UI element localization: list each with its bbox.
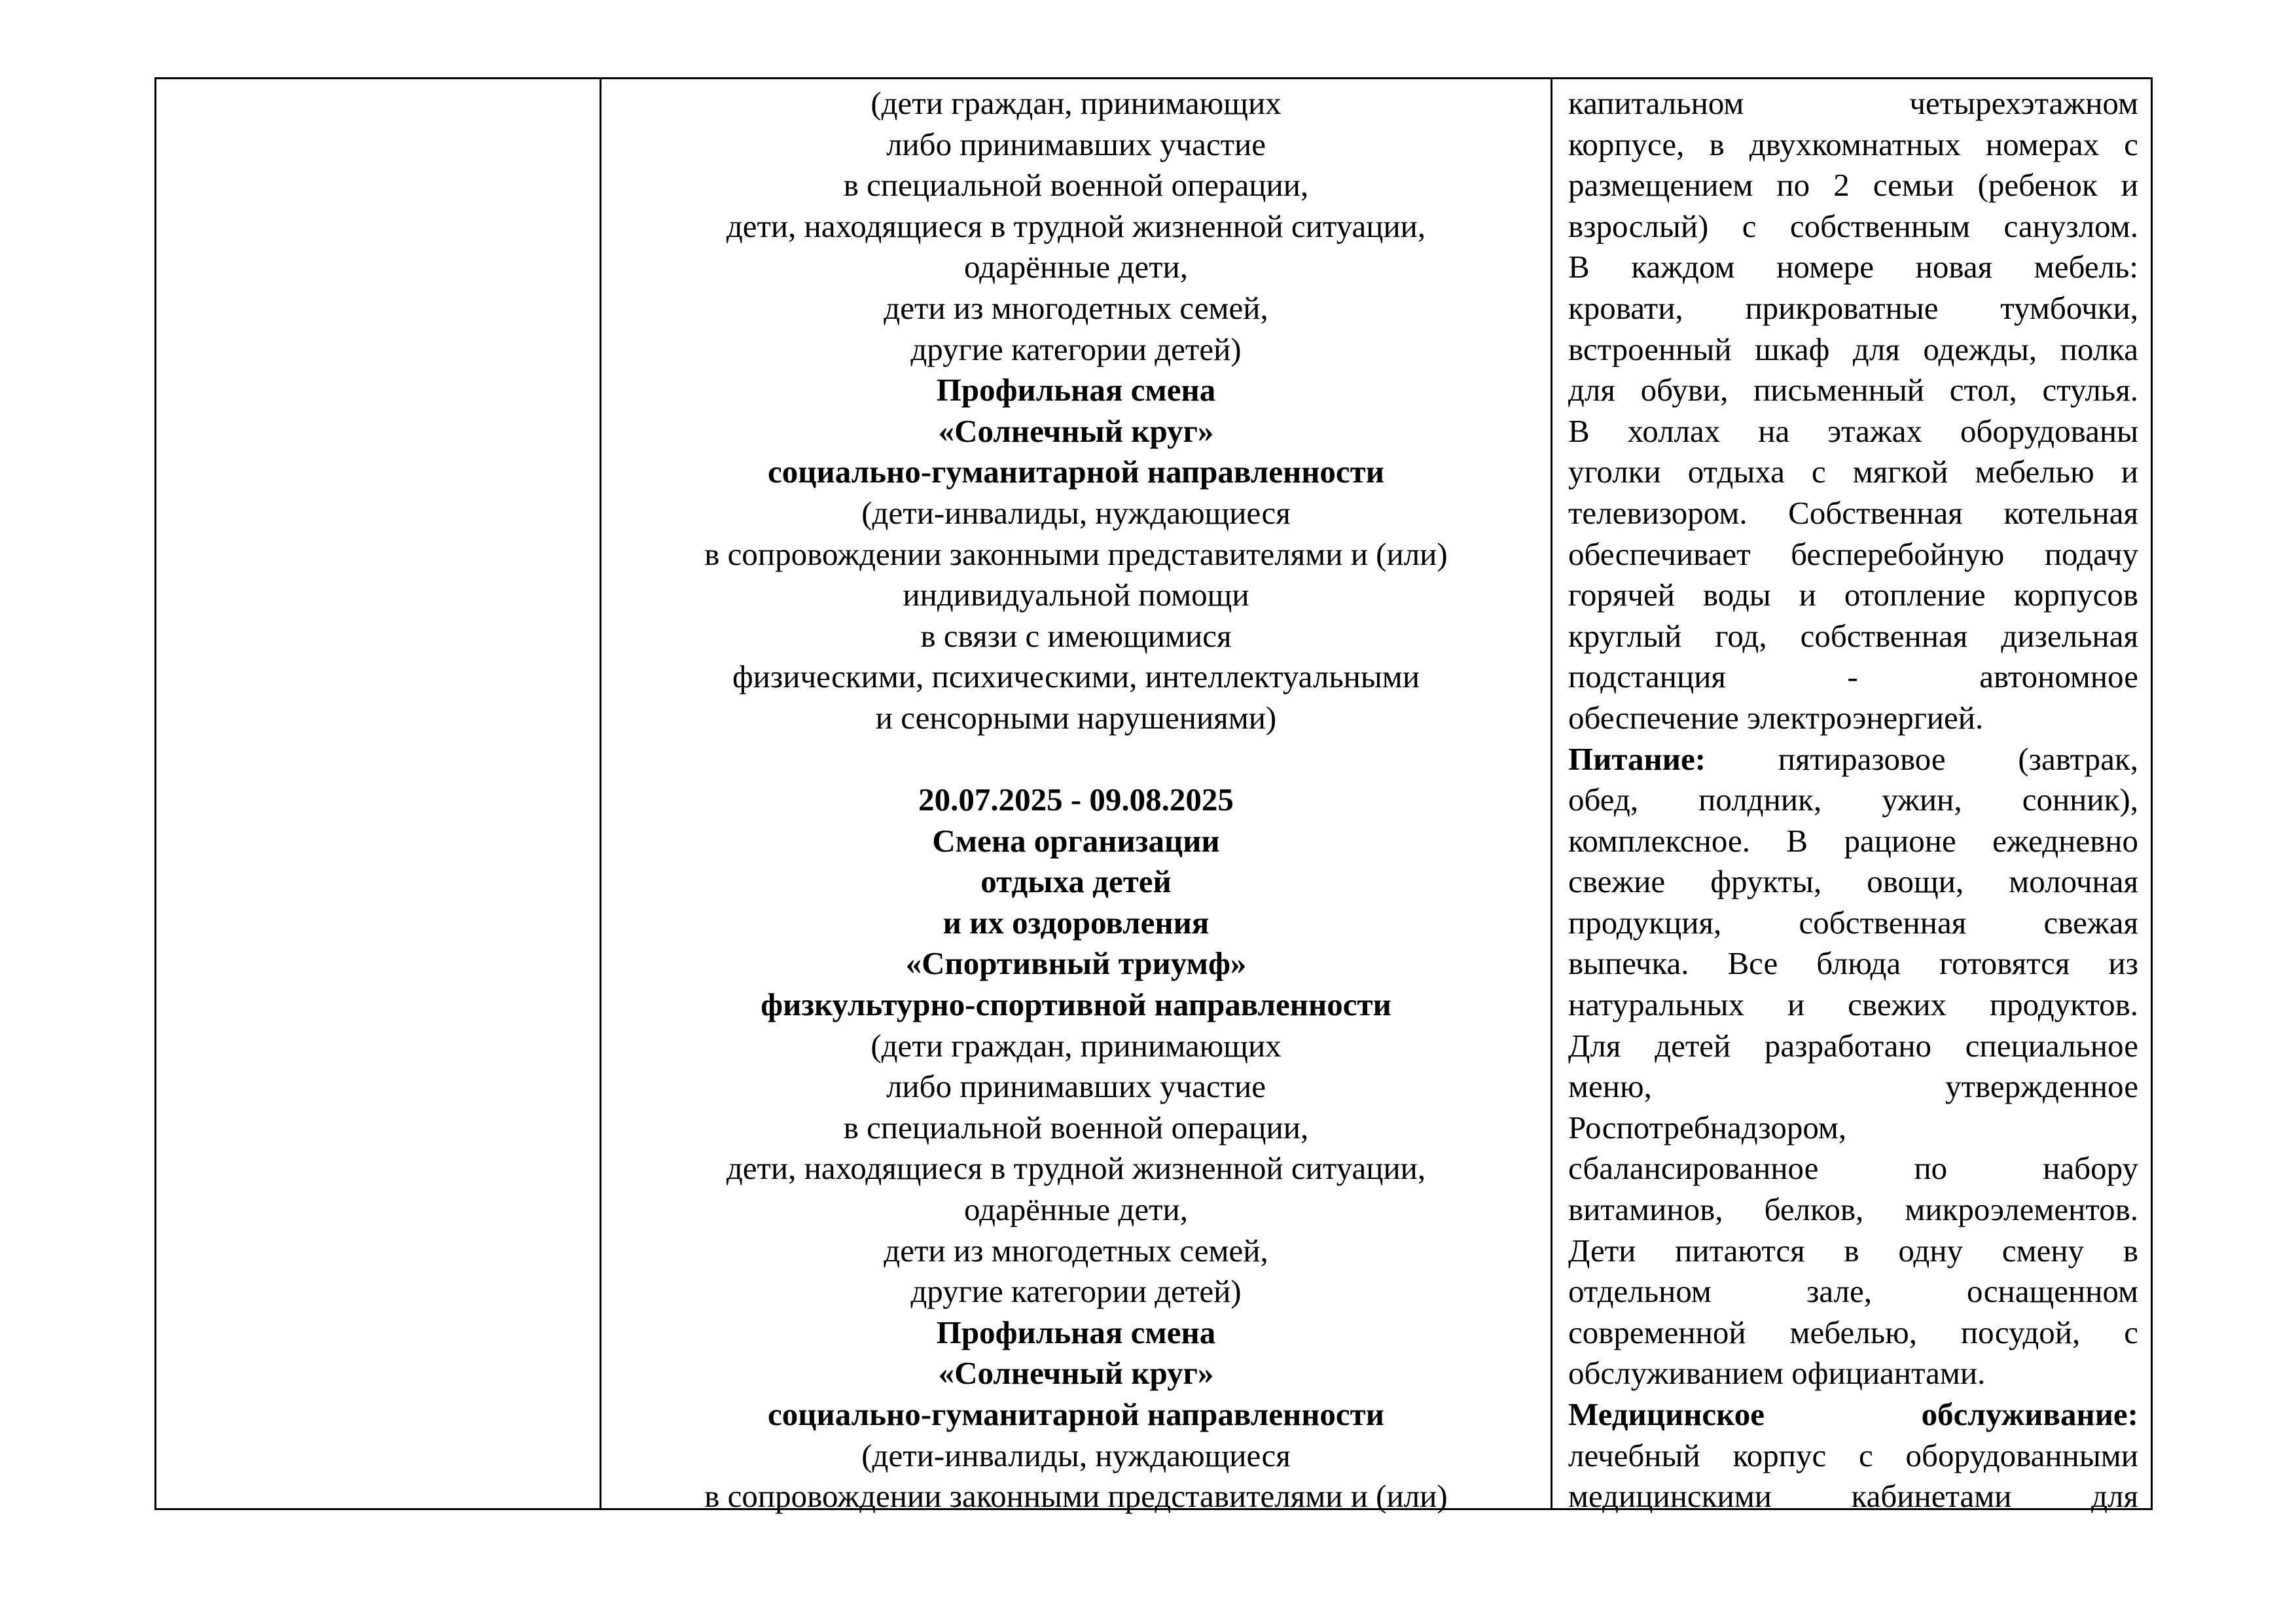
- line-text: свежие фрукты, овощи, молочная: [1568, 863, 2138, 900]
- paragraph-line: [1568, 1353, 2138, 1394]
- paragraph-line: [1568, 165, 2138, 206]
- text-line: другие категории детей): [910, 1273, 1242, 1310]
- line-text: витаминов, белков, микроэлементов.: [1568, 1191, 2138, 1228]
- column-divider: [600, 79, 601, 1508]
- line-text: кровати, прикроватные тумбочки,: [1568, 289, 2138, 326]
- paragraph-line: [1568, 493, 2138, 534]
- line-text: телевизором. Собственная котельная: [1568, 494, 2138, 531]
- paragraph-line: [1568, 984, 2138, 1026]
- line-text: для обуви, письменный стол, стулья.: [1568, 372, 2138, 408]
- line-text: капитальном четырехэтажном: [1568, 85, 2138, 121]
- line-text: взрослый) с собственным санузлом.: [1568, 208, 2138, 244]
- heading-line: «Солнечный круг»: [938, 412, 1214, 449]
- line-text: подстанция - автономное: [1568, 659, 2138, 695]
- heading-line: Профильная смена: [936, 372, 1216, 408]
- document-table: [154, 77, 2153, 1515]
- heading-line: физкультурно-спортивной направленности: [761, 986, 1391, 1023]
- paragraph-line: [1568, 1312, 2138, 1354]
- line-text: размещением по 2 семьи (ребенок и: [1568, 167, 2138, 204]
- line-text: В холлах на этажах оборудованы: [1568, 412, 2138, 449]
- line-text: обеспечивает бесперебойную подачу: [1568, 535, 2138, 572]
- paragraph-line: [1568, 780, 2138, 821]
- text-line: одарённые дети,: [964, 1191, 1188, 1228]
- paragraph-line: [1568, 1394, 2138, 1435]
- paragraph-line: [1568, 943, 2138, 984]
- text-line: в специальной военной операции,: [843, 1109, 1309, 1146]
- heading-line: «Спортивный триумф»: [905, 945, 1247, 982]
- text-line: либо принимавших участие: [886, 1068, 1266, 1105]
- line-text: горячей воды и отопление корпусов: [1568, 577, 2138, 613]
- line-text: пятиразовое (завтрак,: [1706, 740, 2138, 777]
- accommodation-description-column: [1568, 83, 2138, 1517]
- text-line: (дети-инвалиды, нуждающиеся: [861, 1437, 1291, 1473]
- line-text: выпечка. Все блюда готовятся из: [1568, 945, 2138, 982]
- line-text: Роспотребнадзором,: [1568, 1109, 1847, 1146]
- line-text: круглый год, собственная дизельная: [1568, 617, 2138, 654]
- line-text: современной мебелью, посудой, с: [1568, 1314, 2138, 1350]
- paragraph-line: [1568, 1271, 2138, 1312]
- text-line: дети, находящиеся в трудной жизненной ситуации,: [726, 1150, 1426, 1187]
- blank-line: [603, 739, 1549, 780]
- paragraph-line: [1568, 370, 2138, 411]
- text-line: в связи с имеющимися: [920, 617, 1232, 654]
- paragraph-line: [1568, 1108, 2138, 1149]
- paragraph-line: [1568, 821, 2138, 862]
- text-line: (дети-инвалиды, нуждающиеся: [861, 494, 1291, 531]
- text-line: в сопровождении законными представителями и (или): [704, 1478, 1448, 1515]
- line-text: натуральных и свежих продуктов.: [1568, 986, 2138, 1023]
- section-label: Медицинское обслуживание:: [1568, 1396, 2138, 1432]
- text-line: физическими, психическими, интеллектуальными: [732, 659, 1420, 695]
- heading-line: и их оздоровления: [942, 904, 1210, 941]
- text-line: другие категории детей): [910, 331, 1242, 367]
- line-text: уголки отдыха с мягкой мебелью и: [1568, 454, 2138, 490]
- line-text: обслуживанием официантами.: [1568, 1355, 1986, 1392]
- paragraph-line: [1568, 1476, 2138, 1517]
- text-line: (дети граждан, принимающих: [870, 85, 1282, 121]
- paragraph-line: [1568, 1148, 2138, 1189]
- heading-line: отдыха детей: [980, 863, 1172, 900]
- paragraph-line: [1568, 83, 2138, 124]
- paragraph-line: [1568, 575, 2138, 616]
- paragraph-line: [1568, 1066, 2138, 1108]
- paragraph-line: [1568, 247, 2138, 288]
- paragraph-line: [1568, 903, 2138, 944]
- line-text: медицинскими кабинетами для: [1568, 1478, 2138, 1515]
- paragraph-line: [1568, 739, 2138, 780]
- paragraph-line: [1568, 1231, 2138, 1272]
- text-line: одарённые дети,: [964, 249, 1188, 285]
- line-text: В каждом номере новая мебель:: [1568, 249, 2138, 285]
- line-text: лечебный корпус с оборудованными: [1568, 1437, 2138, 1473]
- column-divider: [1551, 79, 1552, 1508]
- paragraph-line: [1568, 288, 2138, 329]
- heading-line: социально-гуманитарной направленности: [768, 1396, 1384, 1432]
- paragraph-line: [1568, 452, 2138, 493]
- shift-description-column: [603, 83, 1549, 1517]
- paragraph-line: [1568, 411, 2138, 452]
- line-text: обеспечение электроэнергией.: [1568, 699, 1984, 736]
- line-text: встроенный шкаф для одежды, полка: [1568, 331, 2138, 367]
- line-text: Дети питаются в одну смену в: [1568, 1232, 2138, 1269]
- text-line: дети, находящиеся в трудной жизненной ситуации,: [726, 208, 1426, 244]
- line-text: Для детей разработано специальное: [1568, 1027, 2138, 1064]
- text-line: в сопровождении законными представителями и (или): [704, 535, 1448, 572]
- text-line: либо принимавших участие: [886, 126, 1266, 162]
- paragraph-line: [1568, 1435, 2138, 1477]
- paragraph-line: [1568, 534, 2138, 575]
- heading-line: 20.07.2025 - 09.08.2025: [918, 782, 1234, 818]
- text-line: индивидуальной помощи: [903, 577, 1249, 613]
- paragraph-line: [1568, 329, 2138, 370]
- paragraph-line: [1568, 206, 2138, 247]
- text-line: дети из многодетных семей,: [884, 1232, 1268, 1269]
- line-text: сбалансированное по набору: [1568, 1150, 2138, 1187]
- heading-line: социально-гуманитарной направленности: [768, 454, 1384, 490]
- paragraph-line: [1568, 1026, 2138, 1067]
- paragraph-line: [1568, 1189, 2138, 1231]
- paragraph-line: [1568, 616, 2138, 657]
- heading-line: Профильная смена: [936, 1314, 1216, 1350]
- heading-line: «Солнечный круг»: [938, 1355, 1214, 1392]
- text-line: (дети граждан, принимающих: [870, 1027, 1282, 1064]
- text-line: в специальной военной операции,: [843, 167, 1309, 204]
- line-text: обед, полдник, ужин, сонник),: [1568, 782, 2138, 818]
- paragraph-line: [1568, 861, 2138, 903]
- line-text: комплексное. В рационе ежедневно: [1568, 822, 2138, 859]
- heading-line: Смена организации: [932, 822, 1220, 859]
- paragraph-line: [1568, 698, 2138, 739]
- line-text: корпусе, в двухкомнатных номерах с: [1568, 126, 2138, 162]
- paragraph-line: [1568, 657, 2138, 698]
- line-text: меню, утвержденное: [1568, 1068, 2138, 1105]
- section-label: Питание:: [1568, 740, 1706, 777]
- line-text: отдельном зале, оснащенном: [1568, 1273, 2138, 1310]
- text-line: и сенсорными нарушениями): [875, 699, 1277, 736]
- line-text: продукция, собственная свежая: [1568, 904, 2138, 941]
- paragraph-line: [1568, 124, 2138, 166]
- text-line: дети из многодетных семей,: [884, 289, 1268, 326]
